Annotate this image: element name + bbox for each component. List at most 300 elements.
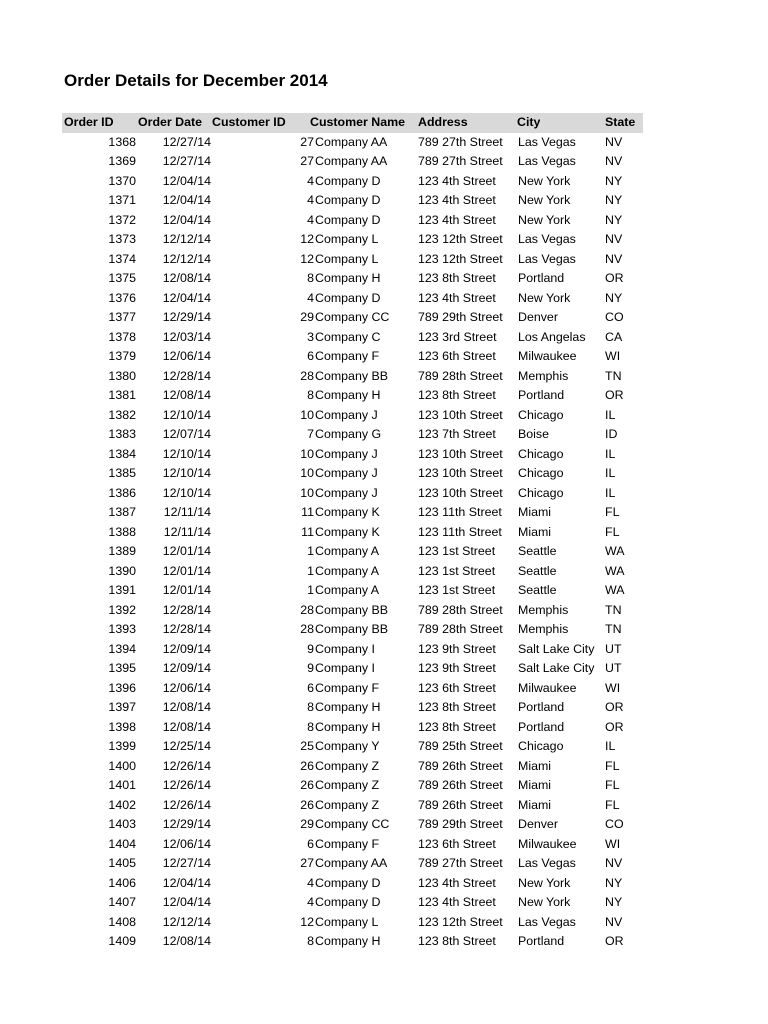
table-row bbox=[62, 737, 643, 757]
table-body bbox=[62, 133, 643, 952]
customer-name-cell: Company BB bbox=[315, 368, 389, 383]
order-date-cell: 12/26/14 bbox=[162, 797, 211, 812]
table-row bbox=[62, 562, 643, 582]
order-date-cell: 12/11/14 bbox=[163, 524, 211, 539]
order-id-cell: 1398 bbox=[108, 719, 136, 734]
customer-name-cell: Company I bbox=[315, 641, 375, 656]
city-cell: Portland bbox=[518, 388, 565, 402]
city-cell: Portland bbox=[518, 934, 565, 948]
address-cell: 123 12th Street bbox=[418, 232, 503, 246]
column-header-order-id: Order ID bbox=[64, 115, 114, 129]
order-date-cell: 12/08/14 bbox=[162, 934, 211, 948]
customer-id-cell: 4 bbox=[307, 875, 314, 890]
order-id-cell: 1377 bbox=[108, 310, 136, 324]
customer-id-cell: 4 bbox=[307, 290, 314, 305]
city-cell: Denver bbox=[518, 310, 558, 324]
table-row bbox=[62, 464, 643, 484]
state-cell: UT bbox=[605, 641, 622, 656]
customer-name-cell: Company H bbox=[315, 700, 381, 714]
city-cell: Miami bbox=[518, 778, 552, 792]
state-cell: TN bbox=[605, 602, 622, 617]
order-id-cell: 1403 bbox=[108, 817, 136, 831]
address-cell: 123 10th Street bbox=[418, 485, 503, 500]
order-date-cell: 12/06/14 bbox=[162, 680, 211, 695]
state-cell: NV bbox=[605, 232, 623, 246]
state-cell: IL bbox=[605, 407, 616, 422]
order-id-cell: 1387 bbox=[108, 505, 136, 519]
table-row bbox=[62, 893, 643, 913]
address-cell: 123 9th Street bbox=[418, 661, 496, 675]
customer-name-cell: Company D bbox=[315, 895, 381, 909]
order-id-cell: 1368 bbox=[108, 134, 136, 149]
order-date-cell: 12/26/14 bbox=[162, 758, 211, 773]
state-cell: WA bbox=[605, 563, 625, 578]
customer-name-cell: Company AA bbox=[315, 134, 388, 149]
column-header-address: Address bbox=[418, 115, 468, 129]
state-cell: FL bbox=[605, 797, 620, 812]
order-date-cell: 12/10/14 bbox=[162, 446, 211, 461]
customer-id-cell: 27 bbox=[300, 154, 314, 168]
order-date-cell: 12/01/14 bbox=[162, 544, 211, 558]
address-cell: 123 4th Street bbox=[418, 290, 496, 305]
address-cell: 123 10th Street bbox=[418, 466, 503, 480]
order-id-cell: 1404 bbox=[108, 836, 136, 851]
city-cell: Seattle bbox=[518, 583, 557, 597]
table-row bbox=[62, 776, 643, 796]
order-date-cell: 12/25/14 bbox=[162, 739, 211, 753]
customer-id-cell: 4 bbox=[307, 895, 314, 909]
order-id-cell: 1374 bbox=[108, 251, 136, 266]
customer-id-cell: 26 bbox=[300, 797, 314, 812]
order-id-cell: 1393 bbox=[108, 622, 136, 636]
address-cell: 123 8th Street bbox=[418, 271, 496, 285]
address-cell: 789 28th Street bbox=[418, 602, 503, 617]
customer-name-cell: Company D bbox=[315, 193, 381, 207]
customer-name-cell: Company H bbox=[315, 388, 381, 402]
state-cell: TN bbox=[605, 622, 622, 636]
address-cell: 789 29th Street bbox=[418, 310, 503, 324]
order-date-cell: 12/09/14 bbox=[162, 661, 211, 675]
column-header-customer-id: Customer ID bbox=[212, 115, 286, 129]
order-date-cell: 12/12/14 bbox=[162, 914, 211, 929]
address-cell: 123 6th Street bbox=[418, 836, 496, 851]
order-id-cell: 1406 bbox=[108, 875, 136, 890]
customer-name-cell: Company F bbox=[315, 680, 380, 695]
order-date-cell: 12/27/14 bbox=[162, 134, 211, 149]
customer-id-cell: 9 bbox=[307, 641, 314, 656]
order-id-cell: 1372 bbox=[108, 212, 136, 227]
customer-id-cell: 11 bbox=[301, 524, 314, 539]
city-cell: Chicago bbox=[518, 407, 564, 422]
table-row bbox=[62, 815, 643, 835]
table-row bbox=[62, 172, 643, 192]
customer-id-cell: 29 bbox=[300, 310, 314, 324]
order-date-cell: 12/08/14 bbox=[162, 271, 211, 285]
order-date-cell: 12/09/14 bbox=[162, 641, 211, 656]
address-cell: 789 28th Street bbox=[418, 368, 503, 383]
customer-name-cell: Company BB bbox=[315, 622, 389, 636]
customer-id-cell: 8 bbox=[307, 700, 314, 714]
state-cell: FL bbox=[605, 778, 620, 792]
state-cell: NY bbox=[605, 212, 623, 227]
customer-id-cell: 8 bbox=[307, 934, 314, 948]
order-date-cell: 12/28/14 bbox=[162, 368, 211, 383]
address-cell: 123 1st Street bbox=[418, 563, 496, 578]
table-header-row bbox=[62, 113, 643, 133]
city-cell: Salt Lake City bbox=[518, 661, 595, 675]
customer-id-cell: 1 bbox=[307, 544, 314, 558]
address-cell: 123 8th Street bbox=[418, 719, 496, 734]
order-id-cell: 1409 bbox=[108, 934, 136, 948]
address-cell: 123 6th Street bbox=[418, 349, 496, 363]
table-row bbox=[62, 659, 643, 679]
state-cell: CA bbox=[605, 329, 623, 344]
address-cell: 123 3rd Street bbox=[418, 329, 497, 344]
state-cell: ID bbox=[605, 427, 618, 441]
order-date-cell: 12/10/14 bbox=[162, 466, 211, 480]
customer-id-cell: 28 bbox=[300, 368, 314, 383]
order-date-cell: 12/27/14 bbox=[162, 154, 211, 168]
table-row bbox=[62, 211, 643, 231]
order-date-cell: 12/10/14 bbox=[162, 485, 211, 500]
state-cell: UT bbox=[605, 661, 622, 675]
state-cell: OR bbox=[605, 700, 624, 714]
city-cell: Portland bbox=[518, 719, 565, 734]
order-id-cell: 1376 bbox=[108, 290, 136, 305]
state-cell: WI bbox=[605, 349, 621, 363]
table-row bbox=[62, 581, 643, 601]
order-id-cell: 1375 bbox=[108, 271, 136, 285]
city-cell: Salt Lake City bbox=[518, 641, 595, 656]
column-header-customer-name: Customer Name bbox=[310, 115, 406, 129]
order-id-cell: 1405 bbox=[108, 856, 136, 870]
customer-name-cell: Company D bbox=[315, 875, 381, 890]
state-cell: NY bbox=[605, 875, 623, 890]
order-id-cell: 1379 bbox=[108, 349, 136, 363]
customer-id-cell: 7 bbox=[307, 427, 314, 441]
customer-id-cell: 9 bbox=[307, 661, 314, 675]
order-date-cell: 12/08/14 bbox=[162, 700, 211, 714]
customer-name-cell: Company A bbox=[315, 583, 380, 597]
customer-name-cell: Company BB bbox=[315, 602, 389, 617]
state-cell: NV bbox=[605, 914, 623, 929]
customer-name-cell: Company H bbox=[315, 719, 381, 734]
address-cell: 123 4th Street bbox=[418, 193, 496, 207]
address-cell: 789 26th Street bbox=[418, 797, 503, 812]
city-cell: Las Vegas bbox=[518, 154, 576, 168]
order-date-cell: 12/03/14 bbox=[162, 329, 211, 344]
city-cell: Portland bbox=[518, 700, 565, 714]
address-cell: 789 28th Street bbox=[418, 622, 503, 636]
customer-name-cell: Company K bbox=[315, 505, 380, 519]
city-cell: New York bbox=[518, 212, 571, 227]
table-row bbox=[62, 250, 643, 270]
table-row bbox=[62, 835, 643, 855]
address-cell: 123 12th Street bbox=[418, 914, 503, 929]
state-cell: CO bbox=[605, 310, 624, 324]
column-header-order-date: Order Date bbox=[138, 115, 203, 129]
state-cell: WI bbox=[605, 680, 621, 695]
order-date-cell: 12/04/14 bbox=[162, 895, 211, 909]
city-cell: Las Vegas bbox=[518, 232, 576, 246]
city-cell: New York bbox=[518, 173, 571, 188]
customer-name-cell: Company D bbox=[315, 290, 381, 305]
city-cell: Milwaukee bbox=[518, 680, 577, 695]
customer-name-cell: Company H bbox=[315, 271, 381, 285]
customer-name-cell: Company D bbox=[315, 173, 381, 188]
city-cell: Chicago bbox=[518, 739, 564, 753]
order-id-cell: 1388 bbox=[108, 524, 136, 539]
state-cell: NY bbox=[605, 895, 623, 909]
order-id-cell: 1399 bbox=[108, 739, 136, 753]
city-cell: New York bbox=[518, 290, 571, 305]
order-id-cell: 1373 bbox=[108, 232, 136, 246]
order-id-cell: 1401 bbox=[108, 778, 136, 792]
table-row bbox=[62, 269, 643, 289]
table-row bbox=[62, 328, 643, 348]
order-date-cell: 12/27/14 bbox=[162, 856, 211, 870]
address-cell: 789 27th Street bbox=[418, 856, 503, 870]
state-cell: FL bbox=[605, 505, 620, 519]
customer-id-cell: 10 bbox=[300, 446, 314, 461]
order-id-cell: 1394 bbox=[108, 641, 136, 656]
order-id-cell: 1382 bbox=[108, 407, 136, 422]
customer-name-cell: Company L bbox=[315, 251, 379, 266]
order-id-cell: 1391 bbox=[108, 583, 136, 597]
order-id-cell: 1395 bbox=[108, 661, 136, 675]
order-id-cell: 1386 bbox=[108, 485, 136, 500]
order-date-cell: 12/10/14 bbox=[162, 407, 211, 422]
state-cell: NY bbox=[605, 193, 623, 207]
customer-name-cell: Company AA bbox=[315, 856, 388, 870]
order-id-cell: 1396 bbox=[108, 680, 136, 695]
customer-name-cell: Company K bbox=[315, 524, 380, 539]
address-cell: 789 27th Street bbox=[418, 134, 503, 149]
city-cell: Seattle bbox=[518, 544, 557, 558]
order-date-cell: 12/04/14 bbox=[162, 290, 211, 305]
order-date-cell: 12/04/14 bbox=[162, 212, 211, 227]
customer-name-cell: Company L bbox=[315, 914, 379, 929]
city-cell: Denver bbox=[518, 817, 558, 831]
order-id-cell: 1392 bbox=[108, 602, 136, 617]
city-cell: Chicago bbox=[518, 446, 564, 461]
city-cell: Miami bbox=[518, 505, 552, 519]
city-cell: Las Vegas bbox=[518, 856, 576, 870]
table-row bbox=[62, 796, 643, 816]
column-header-state: State bbox=[605, 115, 636, 129]
order-date-cell: 12/06/14 bbox=[162, 836, 211, 851]
order-date-cell: 12/29/14 bbox=[162, 817, 211, 831]
table-row bbox=[62, 698, 643, 718]
state-cell: WI bbox=[605, 836, 621, 851]
customer-id-cell: 25 bbox=[300, 739, 314, 753]
customer-name-cell: Company CC bbox=[315, 310, 390, 324]
order-date-cell: 12/12/14 bbox=[162, 251, 211, 266]
table-row bbox=[62, 503, 643, 523]
table-row bbox=[62, 133, 643, 153]
customer-name-cell: Company Y bbox=[315, 739, 380, 753]
customer-name-cell: Company A bbox=[315, 544, 380, 558]
table-row bbox=[62, 191, 643, 211]
address-cell: 123 12th Street bbox=[418, 251, 503, 266]
order-date-cell: 12/28/14 bbox=[162, 622, 211, 636]
state-cell: NY bbox=[605, 173, 623, 188]
state-cell: OR bbox=[605, 388, 624, 402]
table-row bbox=[62, 406, 643, 426]
order-id-cell: 1380 bbox=[108, 368, 136, 383]
state-cell: IL bbox=[605, 485, 616, 500]
order-date-cell: 12/12/14 bbox=[162, 232, 211, 246]
table-row bbox=[62, 718, 643, 738]
customer-id-cell: 12 bbox=[300, 251, 314, 266]
customer-name-cell: Company J bbox=[315, 466, 378, 480]
customer-id-cell: 12 bbox=[300, 914, 314, 929]
address-cell: 123 6th Street bbox=[418, 680, 496, 695]
city-cell: Seattle bbox=[518, 563, 557, 578]
order-date-cell: 12/01/14 bbox=[162, 583, 211, 597]
customer-name-cell: Company Z bbox=[315, 778, 380, 792]
customer-id-cell: 10 bbox=[300, 485, 314, 500]
table-row bbox=[62, 308, 643, 328]
customer-id-cell: 8 bbox=[307, 388, 314, 402]
city-cell: Las Vegas bbox=[518, 134, 576, 149]
address-cell: 123 11th Street bbox=[418, 524, 502, 539]
order-date-cell: 12/11/14 bbox=[163, 505, 211, 519]
state-cell: TN bbox=[605, 368, 622, 383]
address-cell: 123 1st Street bbox=[418, 583, 496, 597]
order-id-cell: 1384 bbox=[108, 446, 136, 461]
customer-id-cell: 1 bbox=[307, 563, 314, 578]
customer-name-cell: Company G bbox=[315, 427, 382, 441]
customer-name-cell: Company J bbox=[315, 485, 378, 500]
address-cell: 123 9th Street bbox=[418, 641, 496, 656]
state-cell: OR bbox=[605, 271, 624, 285]
customer-id-cell: 1 bbox=[307, 583, 314, 597]
address-cell: 789 27th Street bbox=[418, 154, 503, 168]
city-cell: Milwaukee bbox=[518, 836, 577, 851]
customer-name-cell: Company D bbox=[315, 212, 381, 227]
state-cell: IL bbox=[605, 739, 616, 753]
table-row bbox=[62, 913, 643, 933]
table-row bbox=[62, 445, 643, 465]
column-header-city: City bbox=[517, 115, 541, 129]
address-cell: 123 10th Street bbox=[418, 407, 503, 422]
address-cell: 789 26th Street bbox=[418, 758, 503, 773]
table-row bbox=[62, 679, 643, 699]
table-row bbox=[62, 620, 643, 640]
city-cell: Chicago bbox=[518, 485, 564, 500]
page-title: Order Details for December 2014 bbox=[64, 71, 328, 90]
customer-name-cell: Company I bbox=[315, 661, 375, 675]
customer-id-cell: 3 bbox=[307, 329, 314, 344]
table-row bbox=[62, 386, 643, 406]
customer-name-cell: Company J bbox=[315, 407, 378, 422]
state-cell: OR bbox=[605, 934, 624, 948]
address-cell: 123 10th Street bbox=[418, 446, 503, 461]
state-cell: NY bbox=[605, 290, 623, 305]
customer-name-cell: Company L bbox=[315, 232, 379, 246]
address-cell: 123 8th Street bbox=[418, 700, 496, 714]
order-id-cell: 1389 bbox=[108, 544, 136, 558]
city-cell: New York bbox=[518, 875, 571, 890]
city-cell: New York bbox=[518, 895, 571, 909]
order-id-cell: 1408 bbox=[108, 914, 136, 929]
order-id-cell: 1407 bbox=[108, 895, 136, 909]
table-row bbox=[62, 484, 643, 504]
customer-id-cell: 4 bbox=[307, 193, 314, 207]
city-cell: Las Vegas bbox=[518, 251, 576, 266]
table-row bbox=[62, 425, 643, 445]
customer-id-cell: 4 bbox=[307, 212, 314, 227]
customer-name-cell: Company Z bbox=[315, 758, 380, 773]
order-id-cell: 1402 bbox=[108, 797, 136, 812]
customer-name-cell: Company AA bbox=[315, 154, 388, 168]
order-date-cell: 12/01/14 bbox=[162, 563, 211, 578]
customer-id-cell: 8 bbox=[307, 719, 314, 734]
customer-id-cell: 10 bbox=[300, 466, 314, 480]
order-id-cell: 1400 bbox=[108, 758, 136, 773]
table-row bbox=[62, 152, 643, 172]
table-row bbox=[62, 874, 643, 894]
customer-name-cell: Company H bbox=[315, 934, 381, 948]
state-cell: OR bbox=[605, 719, 624, 734]
city-cell: Memphis bbox=[518, 602, 569, 617]
address-cell: 789 26th Street bbox=[418, 778, 503, 792]
order-date-cell: 12/07/14 bbox=[162, 427, 211, 441]
state-cell: NV bbox=[605, 856, 623, 870]
customer-id-cell: 11 bbox=[301, 505, 314, 519]
address-cell: 789 25th Street bbox=[418, 739, 503, 753]
address-cell: 123 7th Street bbox=[418, 427, 496, 441]
city-cell: Memphis bbox=[518, 368, 569, 383]
address-cell: 123 1st Street bbox=[418, 544, 496, 558]
table-row bbox=[62, 542, 643, 562]
order-id-cell: 1378 bbox=[108, 329, 136, 344]
customer-name-cell: Company C bbox=[315, 329, 381, 344]
address-cell: 123 4th Street bbox=[418, 212, 496, 227]
customer-id-cell: 27 bbox=[300, 856, 314, 870]
customer-id-cell: 26 bbox=[300, 778, 314, 792]
table-row bbox=[62, 289, 643, 309]
state-cell: NV bbox=[605, 154, 623, 168]
customer-name-cell: Company Z bbox=[315, 797, 380, 812]
city-cell: Los Angelas bbox=[518, 329, 586, 344]
table-row bbox=[62, 757, 643, 777]
order-date-cell: 12/04/14 bbox=[162, 193, 211, 207]
order-date-cell: 12/26/14 bbox=[162, 778, 211, 792]
city-cell: Miami bbox=[518, 797, 552, 812]
table-row bbox=[62, 601, 643, 621]
city-cell: Miami bbox=[518, 524, 552, 539]
city-cell: Milwaukee bbox=[518, 349, 577, 363]
order-date-cell: 12/28/14 bbox=[162, 602, 211, 617]
state-cell: IL bbox=[605, 466, 616, 480]
customer-id-cell: 28 bbox=[300, 602, 314, 617]
customer-name-cell: Company F bbox=[315, 836, 380, 851]
city-cell: Boise bbox=[518, 427, 549, 441]
state-cell: CO bbox=[605, 817, 624, 831]
address-cell: 123 8th Street bbox=[418, 934, 496, 948]
table-row bbox=[62, 932, 643, 952]
city-cell: New York bbox=[518, 193, 571, 207]
state-cell: FL bbox=[605, 524, 620, 539]
state-cell: WA bbox=[605, 544, 625, 558]
order-id-cell: 1369 bbox=[108, 154, 136, 168]
order-date-cell: 12/06/14 bbox=[162, 349, 211, 363]
customer-name-cell: Company CC bbox=[315, 817, 390, 831]
order-date-cell: 12/08/14 bbox=[162, 719, 211, 734]
address-cell: 123 4th Street bbox=[418, 173, 496, 188]
